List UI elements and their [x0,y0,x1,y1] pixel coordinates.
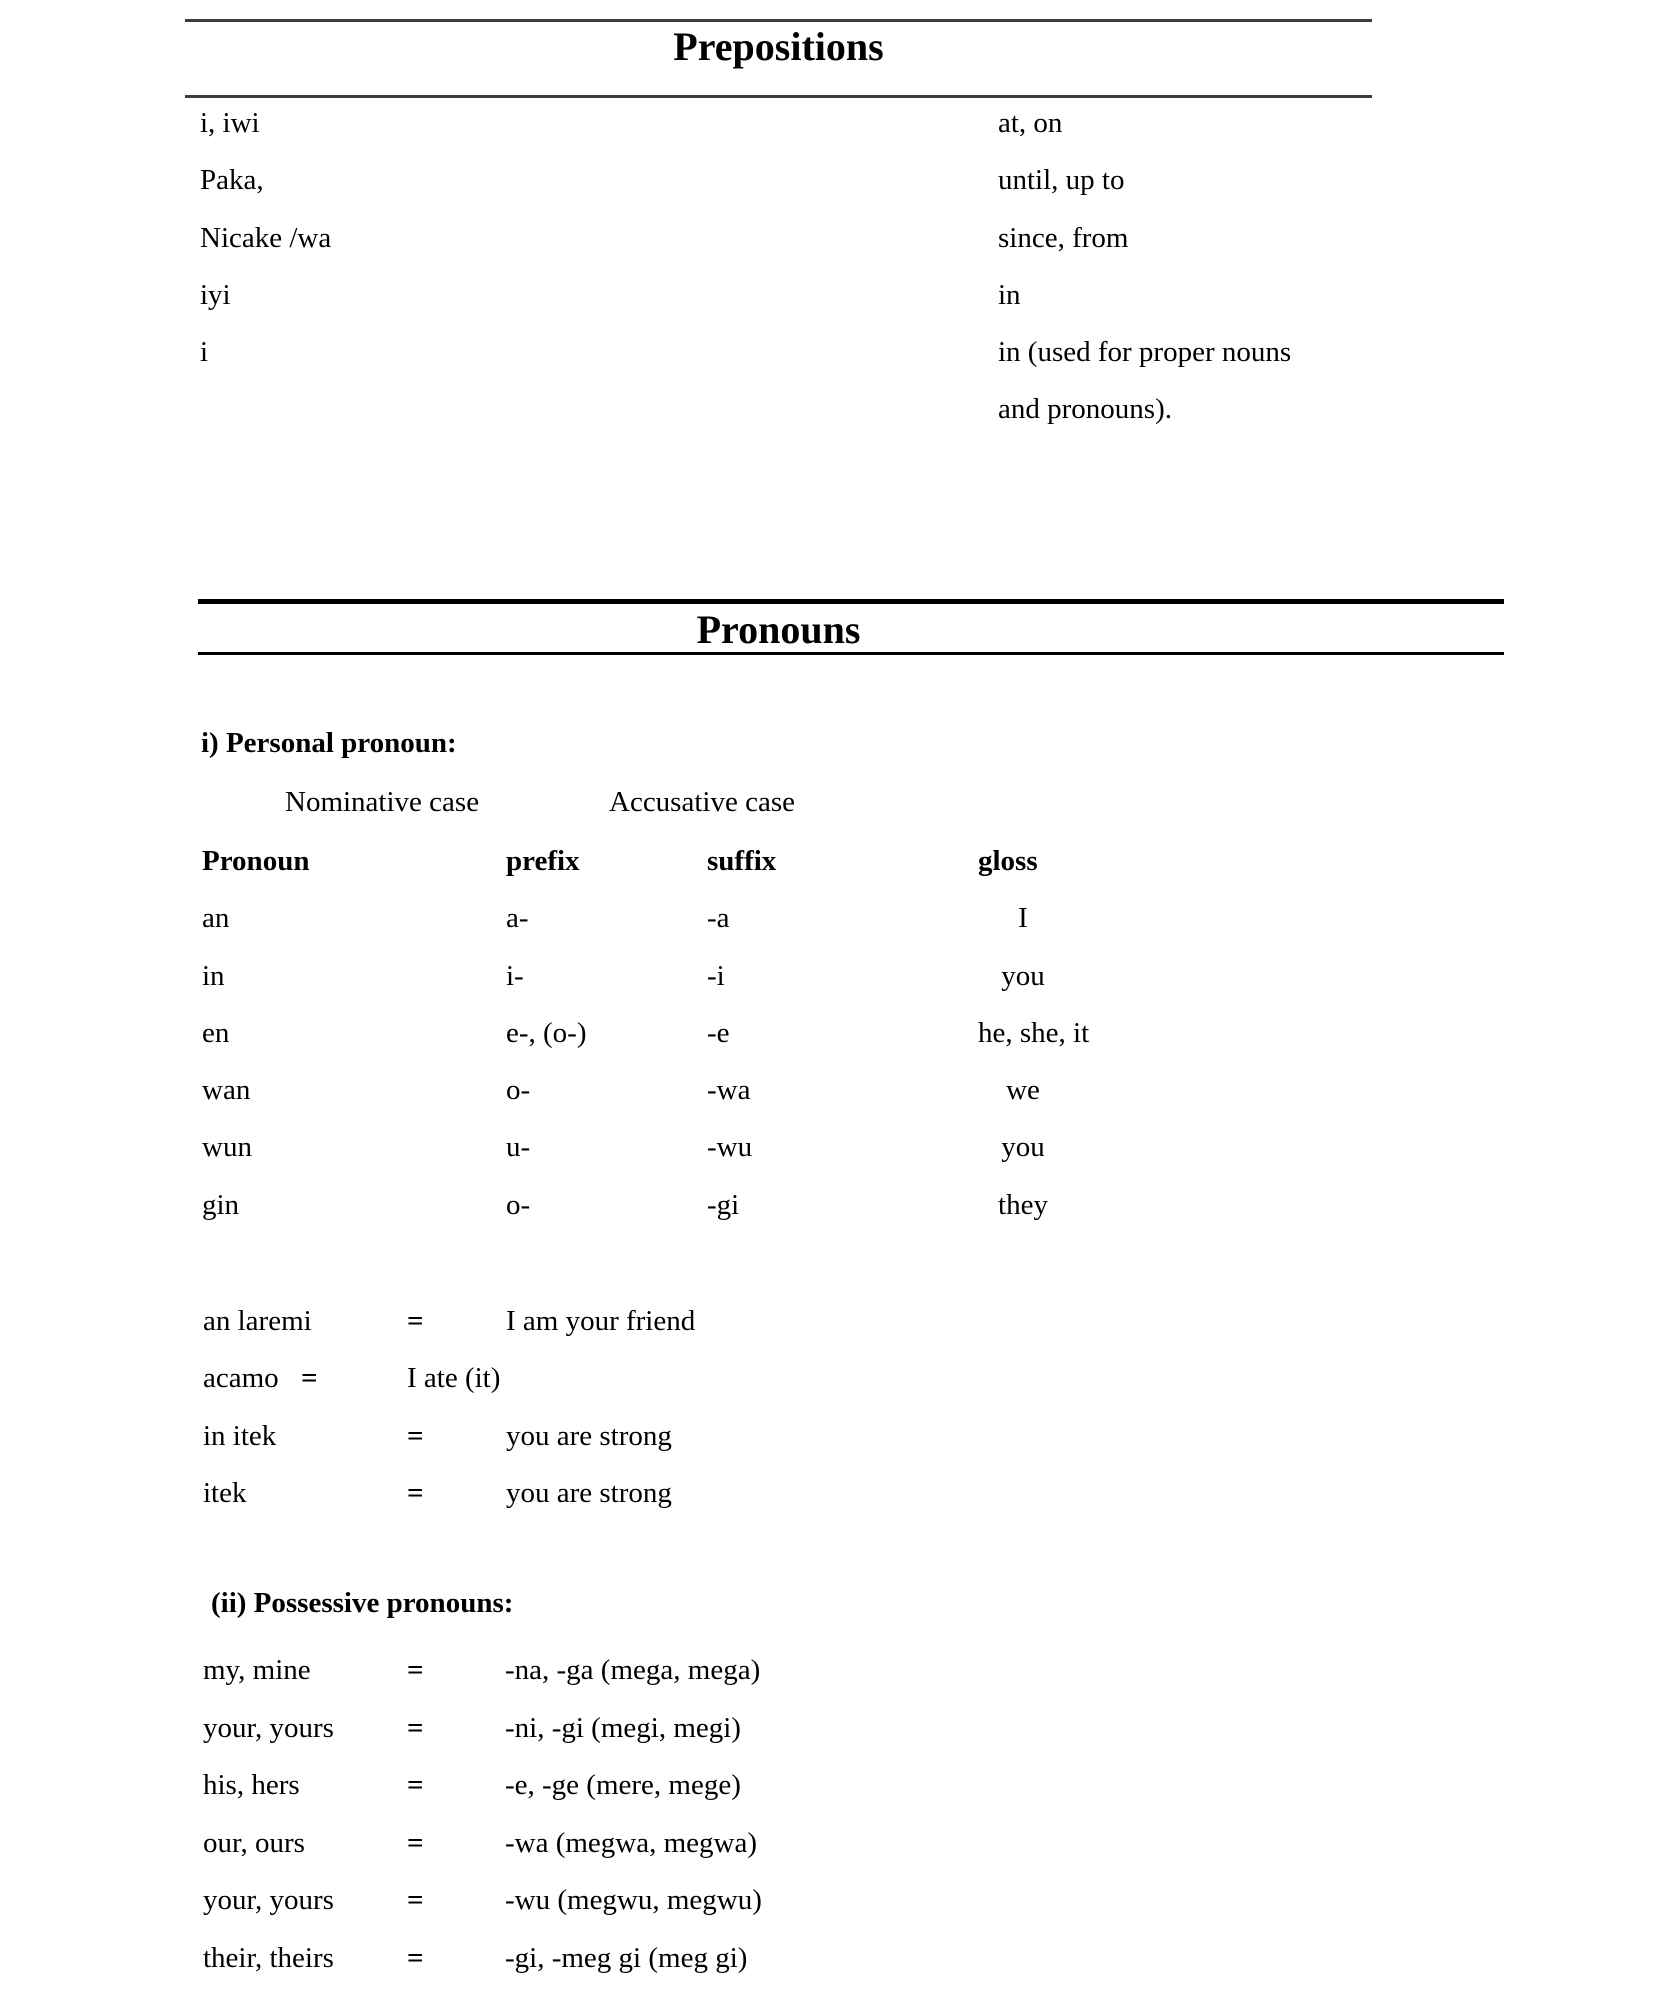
pronoun-cell: wun [202,1131,252,1164]
example-word: an laremi [203,1305,312,1337]
pronoun-cell: an [202,902,230,935]
equals-sign: = [407,1826,424,1859]
equals-sign: = [407,1711,424,1744]
possessive-english: their, theirs [203,1941,334,1974]
equals-sign: = [301,1362,318,1395]
preposition-term: iyi [200,278,231,311]
possessive-english: your, yours [203,1884,334,1916]
possessive-forms: -e, -ge (mere, mege) [505,1769,741,1801]
possessive-row [0,1760,1654,1818]
prefix-cell: i- [506,959,524,992]
personal-pronoun-heading: i) Personal pronoun: [201,727,457,759]
suffix-cell: -gi [707,1188,740,1221]
possessive-pronouns-list [0,1645,1654,1990]
possessive-forms: -gi, -meg gi (meg gi) [505,1941,748,1974]
equals-sign: = [407,1941,424,1974]
example-row [0,1468,1654,1525]
pronoun-cell: wan [202,1074,251,1107]
possessive-english: my, mine [203,1654,311,1686]
pronouns-title: Pronouns [696,607,861,652]
preposition-term: i, iwi [200,107,260,139]
example-row [0,1411,1654,1468]
example-gloss: I am your friend [506,1305,696,1337]
preposition-row [0,155,1654,212]
equals-sign: = [407,1654,424,1686]
possessive-row [0,1703,1654,1761]
pronoun-cell: en [202,1016,230,1049]
equals-sign: = [407,1769,424,1801]
example-word: acamo [203,1362,279,1395]
prefix-cell: a- [506,902,529,935]
possessive-row [0,1645,1654,1703]
table-row [0,1065,1654,1122]
equals-sign: = [407,1884,424,1916]
table-row [0,951,1654,1008]
pronouns-bottom-rule [198,652,1504,655]
table-row [0,1180,1654,1237]
accusative-case-label: Accusative case [609,786,795,818]
example-gloss: you are strong [506,1476,672,1509]
possessive-forms: -wu (megwu, megwu) [505,1884,762,1916]
example-row [0,1353,1654,1410]
preposition-row [0,213,1654,270]
table-row [0,1122,1654,1179]
table-row [0,893,1654,950]
possessive-english: our, ours [203,1826,305,1859]
preposition-gloss: until, up to [998,164,1125,197]
prefix-cell: u- [506,1131,531,1164]
gloss-cell: I [1018,902,1028,935]
preposition-row [0,270,1654,327]
prefix-cell: e-, (o-) [506,1016,587,1049]
possessive-pronouns-heading: (ii) Possessive pronouns: [211,1587,514,1619]
preposition-gloss-continuation: and pronouns). [998,393,1172,426]
preposition-gloss: since, from [998,221,1129,254]
equals-sign: = [407,1476,424,1509]
gloss-cell: we [1006,1074,1040,1107]
preposition-gloss: at, on [998,107,1063,139]
example-word: itek [203,1476,247,1509]
possessive-row [0,1875,1654,1933]
table-header-row [0,836,1654,893]
example-row [0,1296,1654,1353]
prefix-cell: o- [506,1074,531,1107]
possessive-row [0,1933,1654,1991]
gloss-cell: he, she, it [978,1016,1090,1049]
possessive-english: his, hers [203,1769,300,1801]
suffix-cell: -wa [707,1074,751,1107]
preposition-term: Paka, [200,164,264,197]
nominative-case-label: Nominative case [285,786,480,818]
pronoun-cell: in [202,959,225,992]
suffix-cell: -wu [707,1131,753,1164]
suffix-cell: -i [707,959,725,992]
gloss-cell: you [1001,959,1045,992]
prepositions-list [0,98,1654,442]
preposition-row [0,327,1654,384]
example-sentences [0,1296,1654,1525]
pronouns-top-rule [198,599,1504,604]
example-gloss: you are strong [506,1419,672,1452]
personal-pronoun-table [0,836,1654,1237]
preposition-gloss: in [998,278,1021,311]
example-word: in itek [203,1419,277,1452]
preposition-term: i [200,336,209,369]
possessive-forms: -wa (megwa, megwa) [505,1826,758,1859]
possessive-row [0,1818,1654,1876]
suffix-cell: -a [707,902,730,935]
header-gloss: gloss [978,845,1038,877]
pronoun-cell: gin [202,1188,240,1221]
preposition-row [0,384,1654,441]
preposition-term: Nicake /wa [200,221,332,254]
header-suffix: suffix [707,845,777,877]
gloss-cell: they [998,1188,1048,1221]
equals-sign: = [407,1305,424,1337]
prepositions-title: Prepositions [673,24,884,69]
possessive-forms: -na, -ga (mega, mega) [505,1654,761,1686]
header-pronoun: Pronoun [202,845,310,877]
possessive-forms: -ni, -gi (megi, megi) [505,1711,741,1744]
example-gloss: I ate (it) [407,1362,501,1395]
gloss-cell: you [1001,1131,1045,1164]
equals-sign: = [407,1419,424,1452]
header-prefix: prefix [506,845,580,877]
prefix-cell: o- [506,1188,531,1221]
table-row [0,1008,1654,1065]
possessive-english: your, yours [203,1711,334,1744]
preposition-row [0,98,1654,155]
preposition-gloss: in (used for proper nouns [998,336,1292,369]
suffix-cell: -e [707,1016,730,1049]
